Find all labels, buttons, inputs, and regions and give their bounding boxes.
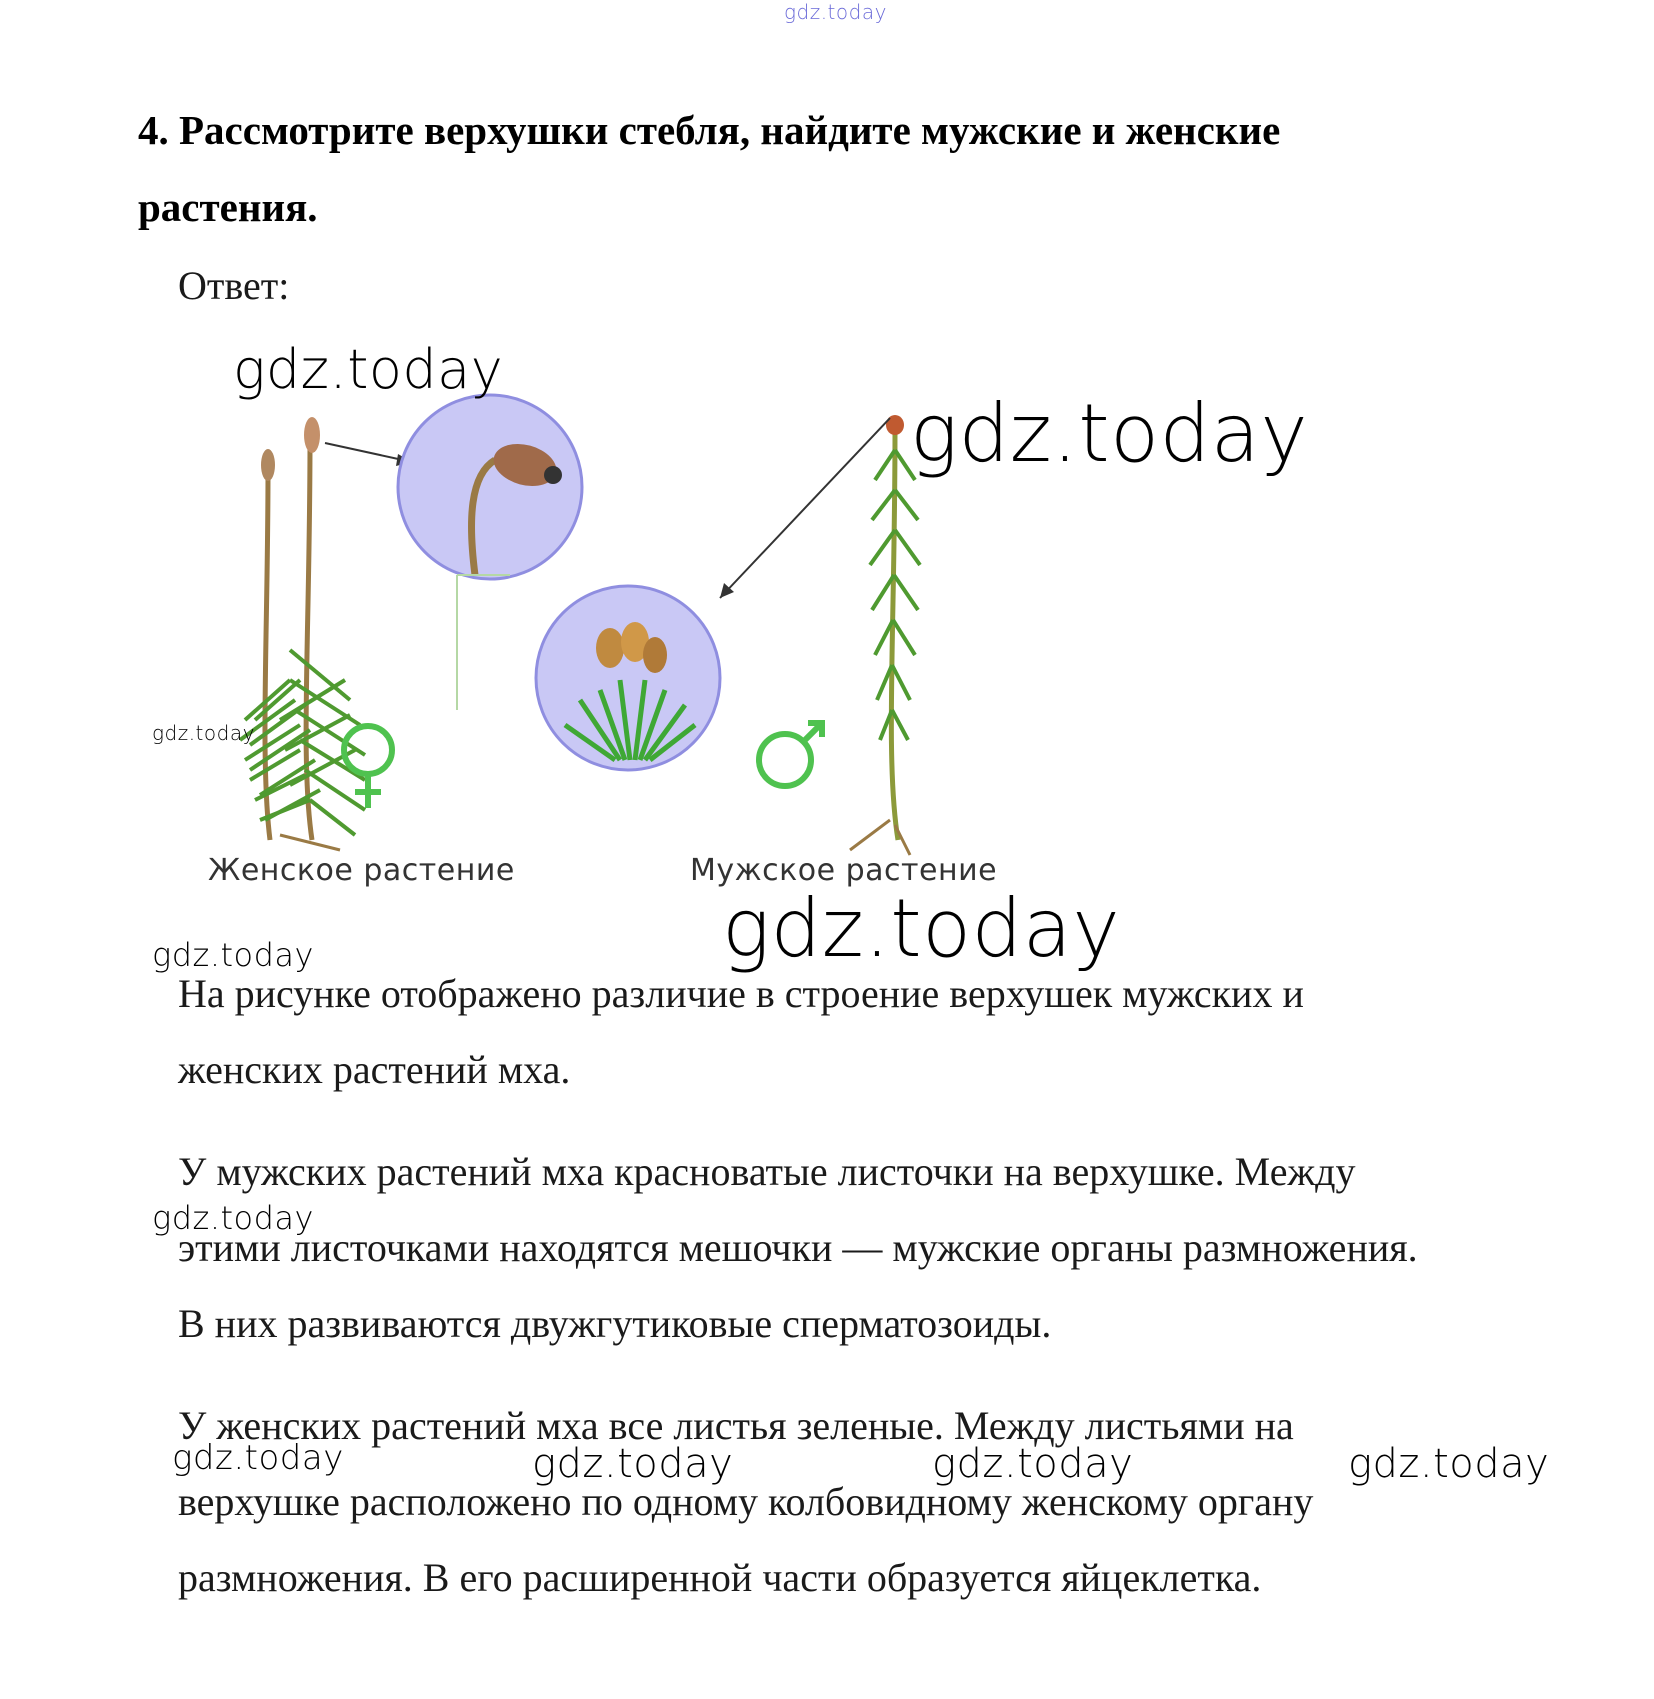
male-symbol-icon (759, 723, 822, 786)
watermark-left-margin-2: gdz.today (152, 1199, 314, 1237)
answer-p3-line2: верхушке расположено по одному колбовидному женскому органу (178, 1479, 1314, 1524)
male-plant-label: Мужское растение (690, 853, 998, 888)
answer-p3-line1: У женских растений мха все листья зеленые. Между листьями на (178, 1403, 1294, 1448)
answer-p2-line2: этими листочками находятся мешочки — мужские органы размножения. (178, 1225, 1418, 1270)
watermark-row-3: gdz.today (932, 1441, 1134, 1487)
female-zoom-circle (398, 395, 582, 579)
male-plant (850, 415, 920, 855)
watermark-row-2: gdz.today (532, 1441, 734, 1487)
answer-p3-line3: размножения. В его расширенной части образуется яйцеклетка. (178, 1555, 1262, 1600)
watermark-row-4: gdz.today (1348, 1441, 1550, 1487)
task-title-line2: растения. (138, 184, 318, 230)
male-zoom-circle (536, 586, 720, 770)
watermark-figure-bottom: gdz.today (722, 882, 1121, 975)
answer-p1-line2: женских растений мха. (178, 1047, 571, 1092)
answer-p2-line1: У мужских растений мха красноватые листочки на верхушке. Между (178, 1149, 1356, 1194)
female-plant (240, 417, 365, 850)
arrow-male (720, 418, 890, 598)
watermark-row-1: gdz.today (172, 1438, 344, 1478)
watermark-figure-top-right: gdz.today (910, 387, 1309, 480)
watermark-figure-side: gdz.today (152, 721, 255, 745)
answer-label: Ответ: (178, 263, 290, 308)
watermark-left-margin-1: gdz.today (152, 936, 314, 974)
watermark-figure-top-left: gdz.today (233, 338, 504, 401)
answer-p2-line3: В них развиваются двужгутиковые сперматозоиды. (178, 1301, 1052, 1346)
task-title-line1: 4. Рассмотрите верхушки стебля, найдите мужские и женские (138, 107, 1281, 153)
watermark-top: gdz.today (784, 0, 887, 24)
answer-p1-line1: На рисунке отображено различие в строение верхушек мужских и (178, 971, 1304, 1016)
female-symbol-icon (344, 726, 392, 808)
female-plant-label: Женское растение (208, 853, 515, 888)
